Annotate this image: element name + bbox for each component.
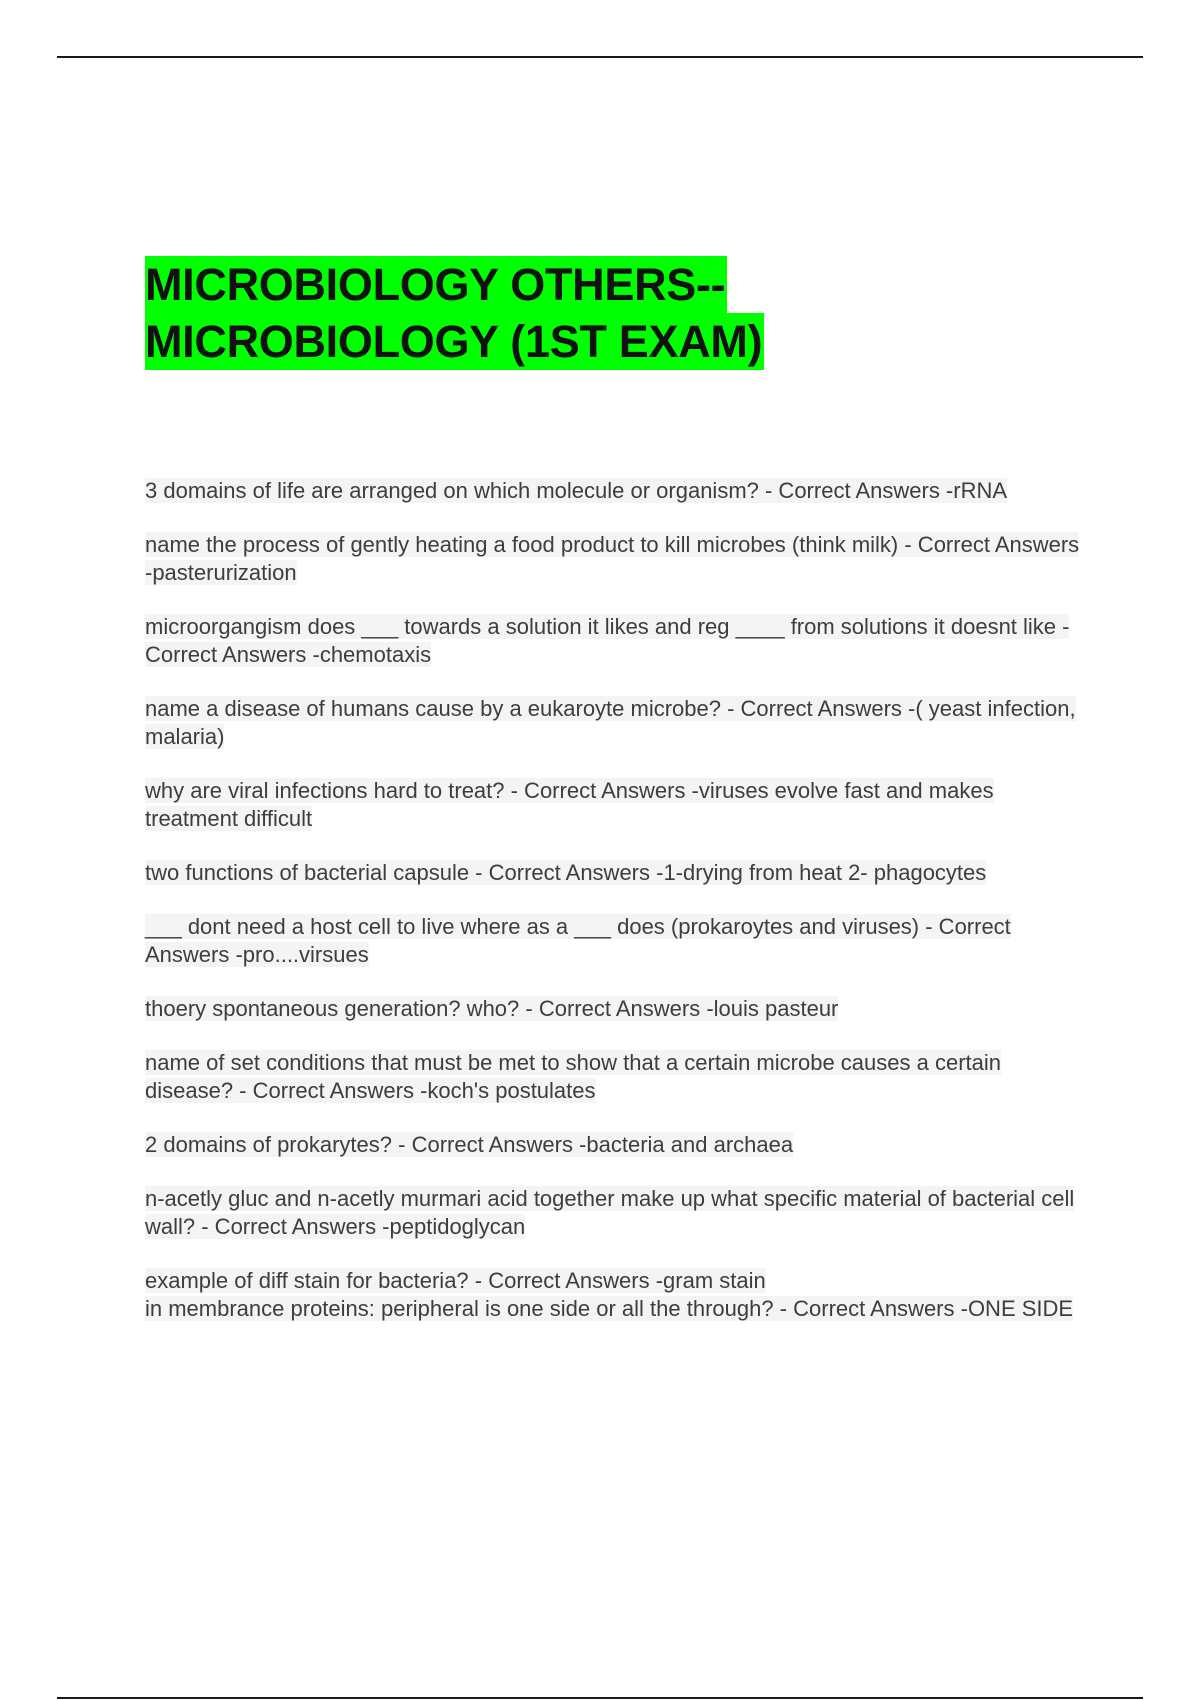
qa-item bbox=[145, 1049, 1085, 1105]
top-rule bbox=[57, 56, 1143, 58]
qa-item bbox=[145, 995, 1085, 1023]
qa-item-text: name a disease of humans cause by a eukaroyte microbe? - Correct Answers -( yeast infection, malaria) bbox=[145, 696, 1076, 749]
document-title bbox=[145, 256, 1045, 370]
qa-item bbox=[145, 1131, 1085, 1159]
qa-item-text: in membrance proteins: peripheral is one side or all the through? - Correct Answers -ONE SIDE bbox=[145, 1296, 1074, 1321]
qa-item-text: name of set conditions that must be met to show that a certain microbe causes a certain disease? - Correct Answers -koch's postulates bbox=[145, 1050, 1001, 1103]
qa-item bbox=[145, 777, 1085, 833]
qa-item-text: two functions of bacterial capsule - Correct Answers -1-drying from heat 2- phagocytes bbox=[145, 860, 987, 885]
qa-item-text: thoery spontaneous generation? who? - Correct Answers -louis pasteur bbox=[145, 996, 839, 1021]
qa-item bbox=[145, 695, 1085, 751]
qa-item bbox=[145, 1267, 1085, 1295]
qa-item-text: example of diff stain for bacteria? - Correct Answers -gram stain bbox=[145, 1268, 766, 1293]
qa-item bbox=[145, 913, 1085, 969]
qa-item-text: microorgangism does ___ towards a solution it likes and reg ____ from solutions it doesnt like - Correct Answers -chemotaxis bbox=[145, 614, 1070, 667]
title-line-1: MICROBIOLOGY OTHERS-- bbox=[145, 256, 727, 313]
qa-item-text: name the process of gently heating a food product to kill microbes (think milk) - Correct Answers -pasterurization bbox=[145, 532, 1080, 585]
qa-item bbox=[145, 613, 1085, 669]
title-line-2: MICROBIOLOGY (1ST EXAM) bbox=[145, 313, 764, 370]
qa-item bbox=[145, 859, 1085, 887]
qa-item-text: ___ dont need a host cell to live where as a ___ does (prokaroytes and viruses) - Correct Answers -pro....virsues bbox=[145, 914, 1011, 967]
qa-item bbox=[145, 1295, 1085, 1323]
qa-item-text: n-acetly gluc and n-acetly murmari acid together make up what specific material of bacterial cell wall? - Correct Answers -peptidoglycan bbox=[145, 1186, 1075, 1239]
qa-item-text: why are viral infections hard to treat? - Correct Answers -viruses evolve fast and makes treatment difficult bbox=[145, 778, 994, 831]
qa-item-text: 2 domains of prokarytes? - Correct Answers -bacteria and archaea bbox=[145, 1132, 794, 1157]
qa-item bbox=[145, 477, 1085, 505]
qa-list bbox=[145, 477, 1085, 1323]
qa-item bbox=[145, 1185, 1085, 1241]
qa-item bbox=[145, 531, 1085, 587]
bottom-rule bbox=[57, 1697, 1143, 1699]
qa-item-text: 3 domains of life are arranged on which molecule or organism? - Correct Answers -rRNA bbox=[145, 478, 1008, 503]
